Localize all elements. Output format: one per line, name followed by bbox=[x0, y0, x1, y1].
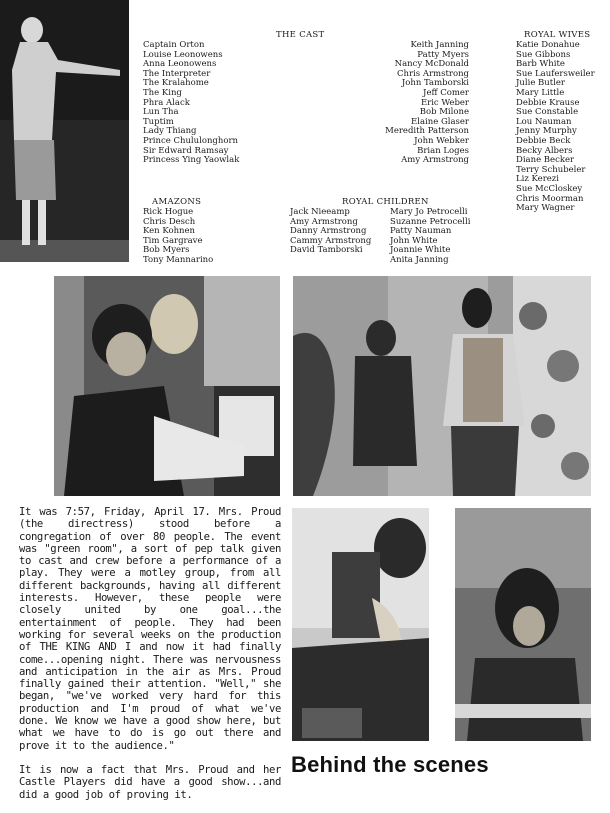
cast-actor: John Tamborski bbox=[401, 78, 469, 89]
royal-child-name: Joannie White bbox=[390, 245, 451, 256]
photo-piano-rehearsal bbox=[54, 276, 280, 496]
royal-child-name: Jack Nieeamp bbox=[290, 207, 350, 217]
cast-role: Princess Ying Yaowlak bbox=[143, 155, 240, 166]
photo-dancer-on-stage bbox=[0, 0, 129, 262]
royal-child-name: Suzanne Petrocelli bbox=[390, 216, 471, 227]
cast-actor: Jeff Comer bbox=[423, 87, 469, 98]
royal-wife-name: Jenny Murphy bbox=[516, 126, 577, 137]
cast-role: Anna Leonowens bbox=[143, 59, 217, 70]
royal-child-name: David Tamborski bbox=[290, 245, 363, 256]
royal-wife-name: Debbie Beck bbox=[516, 135, 571, 146]
headline: Behind the scenes bbox=[291, 752, 489, 777]
royal-wife-name: Becky Albers bbox=[516, 145, 573, 156]
cast-role: Tuptim bbox=[143, 116, 174, 127]
royal-wife-name: Julie Butler bbox=[516, 78, 565, 89]
royal-wife-name: Barb White bbox=[516, 59, 565, 70]
cast-actor: Elaine Glaser bbox=[411, 116, 469, 127]
cast-actor: Nancy McDonald bbox=[394, 59, 469, 70]
cast-role: Captain Orton bbox=[143, 40, 205, 50]
cast-actor: Keith Janning bbox=[410, 40, 469, 50]
cast-actors-list bbox=[385, 41, 469, 166]
cast-role: The Kralahome bbox=[143, 78, 209, 89]
cast-role: Phra Alack bbox=[143, 97, 190, 108]
royal-child-name: Danny Armstrong bbox=[290, 226, 367, 237]
royal-wife-name: Mary Little bbox=[516, 87, 565, 98]
royal-wives-list bbox=[516, 41, 595, 214]
royal-child-name: Amy Armstrong bbox=[290, 216, 358, 227]
amazons-heading: AMAZONS bbox=[152, 197, 202, 207]
cast-roles-list bbox=[143, 41, 239, 166]
photo-stage-scene bbox=[293, 276, 591, 496]
royal-wife-name: Lou Nauman bbox=[516, 116, 572, 127]
cast-actor: Patty Myers bbox=[417, 49, 469, 60]
cast-actor: John Webker bbox=[414, 135, 469, 146]
amazon-name: Tony Mannarino bbox=[143, 254, 214, 265]
royal-wife-name: Sue McCloskey bbox=[516, 183, 583, 194]
royal-wife-name: Mary Wagner bbox=[516, 203, 575, 214]
story-paragraph-1: It was 7:57, Friday, April 17. Mrs. Proud (the directress) stood before a congregation of over 80 people. The event was "green room", a sort of pep talk given to cast and crew before a performance of a play. They were a motley group, from all different backgrounds, having all different interests. However, these people were closely united by one goal...the entertainment of people. They had been working for several weeks on the production of THE KING AND I and now it had finally come...opening night. There was nervousness and anticipation in the air as Mrs. Proud finally gained their attention. "Well," she began, "we've worked very hard for this production and I'm proud of what we've done. We know we have a good show here, but what we have to do is go out there and prove it to the audience." bbox=[19, 506, 281, 752]
royal-wife-name: Sue Laufersweiler bbox=[516, 68, 595, 79]
royal-child-name: Patty Nauman bbox=[390, 226, 452, 237]
amazon-name: Tim Gargrave bbox=[143, 235, 203, 246]
royal-child-name: John White bbox=[390, 235, 438, 246]
cast-role: The King bbox=[143, 87, 182, 98]
cast-actor: Amy Armstrong bbox=[401, 155, 469, 166]
royal-wife-name: Sue Constable bbox=[516, 107, 579, 118]
cast-actor: Brian Loges bbox=[417, 145, 469, 156]
cast-role: Louise Leonowens bbox=[143, 49, 223, 60]
royal-wife-name: Liz Kerezi bbox=[516, 174, 559, 185]
royal-wives-heading: ROYAL WIVES bbox=[524, 30, 591, 40]
amazon-name: Bob Myers bbox=[143, 245, 190, 256]
royal-wife-name: Diane Becker bbox=[516, 155, 575, 166]
royal-children-list-2 bbox=[390, 208, 470, 266]
royal-wife-name: Chris Moorman bbox=[516, 193, 584, 204]
royal-wife-name: Sue Gibbons bbox=[516, 49, 571, 60]
royal-child-name: Anita Janning bbox=[390, 254, 449, 265]
amazon-name: Rick Hogue bbox=[143, 207, 194, 217]
royal-children-list-1 bbox=[290, 208, 371, 256]
cast-role: The Interpreter bbox=[143, 68, 211, 79]
royal-wife-name: Terry Schubeler bbox=[516, 164, 586, 175]
story-paragraph-2: It is now a fact that Mrs. Proud and her Castle Players did have a good show...and did a good job of proving it. bbox=[19, 763, 281, 801]
cast-role: Sir Edward Ramsay bbox=[143, 145, 229, 156]
royal-child-name: Cammy Armstrong bbox=[290, 235, 372, 246]
photo-girl-at-desk bbox=[455, 508, 591, 741]
amazon-name: Ken Kohnen bbox=[143, 226, 196, 237]
cast-role: Lady Thiang bbox=[143, 126, 197, 137]
story-text bbox=[19, 506, 281, 813]
royal-wife-name: Debbie Krause bbox=[516, 97, 580, 108]
cast-role: Prince Chululonghorn bbox=[143, 135, 238, 146]
amazon-name: Chris Desch bbox=[143, 216, 196, 227]
cast-actor: Eric Weber bbox=[420, 97, 469, 108]
cast-actor: Bob Milone bbox=[419, 107, 469, 118]
royal-child-name: Mary Jo Petrocelli bbox=[390, 207, 468, 217]
amazons-list bbox=[143, 208, 213, 266]
royal-children-heading: ROYAL CHILDREN bbox=[342, 197, 429, 207]
cast-actor: Chris Armstrong bbox=[397, 68, 469, 79]
photo-reading-script bbox=[292, 508, 429, 741]
cast-role: Lun Tha bbox=[143, 107, 179, 118]
cast-actor: Meredith Patterson bbox=[385, 126, 469, 137]
royal-wife-name: Katie Donahue bbox=[516, 40, 580, 50]
cast-heading: THE CAST bbox=[276, 30, 325, 40]
